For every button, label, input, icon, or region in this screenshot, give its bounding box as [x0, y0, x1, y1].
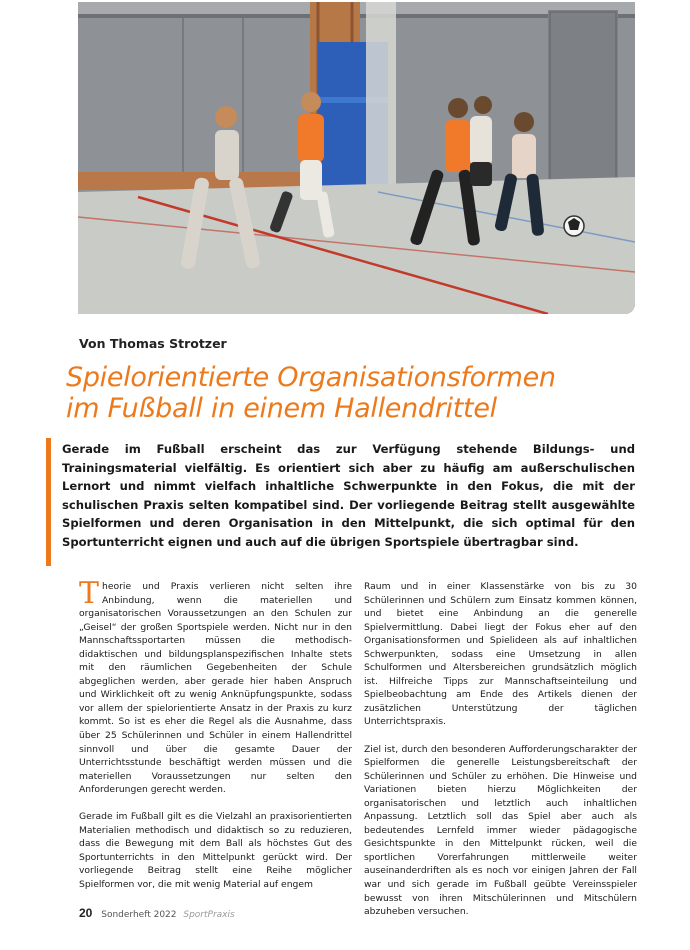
lead-accent-bar: [46, 438, 51, 566]
body-paragraph: Gerade im Fußball gilt es die Vielzahl an praxisorientierten Materialien methodisch und didaktisch so zu reduzieren, dass die Bewegung mit dem Ball als höchstes Gut des Sportunterrichts in den Mittelpunkt gerückt wird. Der vorliegende Beitrag stellt eine Reihe möglicher Spielformen vor, die mit wenig Material auf engem: [79, 811, 352, 890]
lead-paragraph: Gerade im Fußball erscheint das zur Verfügung stehende Bildungs- und Trainingsmaterial vielfältig. Es orientiert sich aber zu häufig am außerschulischen Lernort und nimmt vielfach inhaltliche Schwerpunkte in den Fokus, die mit der schulischen Praxis selten kompatibel sind. Der vorliegende Beitrag stellt ausgewählte Spielformen und deren Organisation in den Mittelpunkt, die sich optimal für den Sportunterricht eignen und auch auf die übrigen Sportspiele übertragbar sind.: [62, 442, 635, 549]
article-title-line-1: Spielorientierte Organisationsformen: [66, 362, 556, 393]
body-column-right: [364, 580, 637, 932]
page-footer: [79, 906, 235, 920]
author-byline: Von Thomas Strotzer: [79, 336, 227, 351]
brand-label: SportPraxis: [183, 910, 235, 920]
body-paragraph-text: heorie und Praxis verlieren nicht selten ihre Anbindung, wenn die materiellen und organisatorischen Voraussetzungen an den Schulen zur „Geisel“ der großen Sportspiele werden. Nicht nur in den Mannschaftssportarten müssen die methodisch-didaktischen und bildungsplanspezifischen Inhalte stets mit den räumlichen Gegebenheiten der Schule abgeglichen werden, aber gerade hier haben Anspruch und Wirklichkeit oft zu wenig Anknüpfungspunkte, sodass vor allem der spielorientierte Ansatz in der Praxis zu kurz kommt. So ist es eher die Regel als die Ausnahme, dass über 25 Schülerinnen und Schüler in einem Hallendrittel sinnvoll und über die gesamte Dauer der Unterrichtsstunde beschäftigt werden müssen und die materiellen Voraussetzungen nur selten den Anforderungen gerecht werden.: [79, 581, 352, 796]
gym-scene-illustration: [78, 2, 635, 314]
article-title-line-2: im Fußball in einem Hallendrittel: [66, 393, 497, 424]
body-paragraph: [79, 576, 352, 797]
article-title: [66, 362, 666, 424]
body-column-left: [79, 576, 352, 905]
drop-cap: T: [79, 576, 100, 611]
body-paragraph: Raum und in einer Klassenstärke von bis zu 30 Schülerinnen und Schülern zum Einsatz kommen können, und bietet eine Anbindung an die generelle Spielvermittlung. Dabei liegt der Fokus eher auf den Organisationsformen und Spielideen als auf inhaltlichen Schwerpunkten, sodass eine Umsetzung in allen Schulformen und Altersbereichen grundsätzlich möglich ist. Hilfreiche Tipps zur Mannschaftseinteilung und Spielbeobachtung am Ende des Artikels dienen der zusätzlichen Unterstützung der täglichen Unterrichtspraxis.: [364, 581, 637, 728]
hero-photo: [78, 2, 635, 314]
body-paragraph: Ziel ist, durch den besonderen Aufforderungscharakter der Spielformen die generelle Leistungsbereitschaft der Schülerinnen und Schüler zu erhöhen. Die Hinweise und Variationen bieten hierzu Möglichkeiten der organisatorischen und letztlich auch inhaltlichen Anpassung. Letztlich soll das Spiel aber auch als bedeutendes Lernfeld immer wieder pädagogische Gesichtspunkte in den Mittelpunkt rücken, weil die sportlichen Vorerfahrungen mittlerweile weiter auseinanderdriften als es noch vor einigen Jahren der Fall war und sich gerade im Fußball geübte Vereinsspieler bewusst von ihren Mitschülerinnen und Mitschülern abzuheben versuchen.: [364, 743, 637, 918]
page-number: 20: [79, 906, 93, 920]
edition-label: Sonderheft 2022: [101, 910, 177, 920]
